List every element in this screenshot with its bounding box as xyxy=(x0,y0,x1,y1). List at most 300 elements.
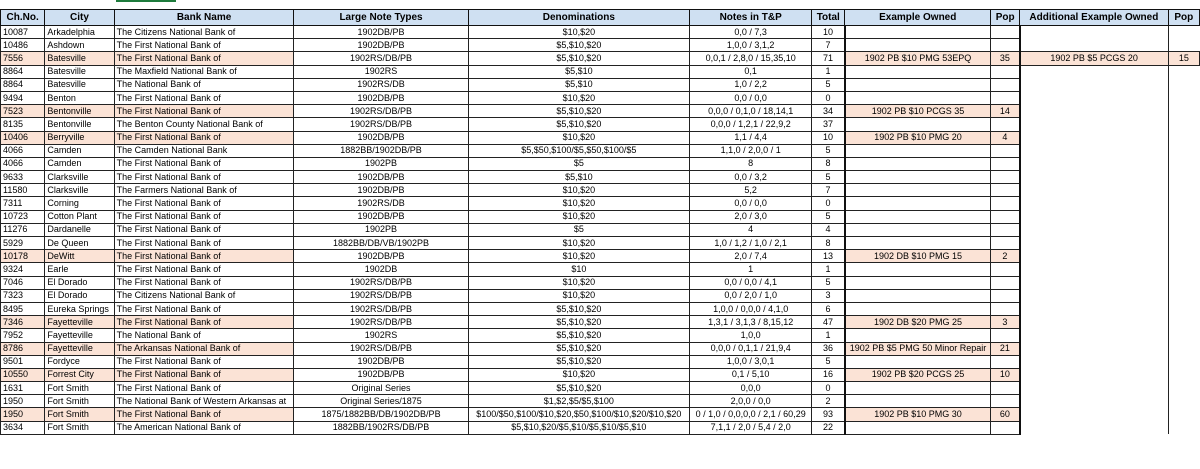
cell-types[interactable]: 1902DB/PB xyxy=(294,131,468,144)
cell-types[interactable]: 1902RS/DB/PB xyxy=(294,105,468,118)
cell-add-pop[interactable] xyxy=(1168,26,1199,39)
cell-pop[interactable]: 10 xyxy=(991,368,1020,381)
cell-types[interactable]: 1902DB/PB xyxy=(294,368,468,381)
cell-total[interactable]: 0 xyxy=(812,91,845,104)
cell-denoms[interactable]: $5,$10,$20 xyxy=(468,52,689,65)
cell-total[interactable]: 37 xyxy=(812,118,845,131)
cell-example[interactable]: 1902 PB $5 PMG 50 Minor Repair xyxy=(845,342,991,355)
cell-chno[interactable]: 11276 xyxy=(1,223,45,236)
cell-city[interactable]: Bentonville xyxy=(45,118,114,131)
cell-add-pop[interactable] xyxy=(1168,263,1199,276)
cell-chno[interactable]: 7323 xyxy=(1,289,45,302)
cell-chno[interactable]: 7311 xyxy=(1,197,45,210)
cell-bank[interactable]: The First National Bank of xyxy=(114,131,294,144)
cell-pop[interactable]: 2 xyxy=(991,250,1020,263)
cell-add-example[interactable] xyxy=(1020,237,1169,250)
cell-types[interactable]: 1902DB/PB xyxy=(294,210,468,223)
cell-add-pop[interactable] xyxy=(1168,91,1199,104)
cell-bank[interactable]: The First National Bank of xyxy=(114,52,294,65)
col-header-city[interactable]: City xyxy=(45,10,114,26)
cell-city[interactable]: El Dorado xyxy=(45,289,114,302)
cell-city[interactable]: Camden xyxy=(45,157,114,170)
cell-city[interactable]: Eureka Springs xyxy=(45,302,114,315)
cell-add-example[interactable] xyxy=(1020,395,1169,408)
cell-pop[interactable] xyxy=(991,289,1020,302)
cell-notes[interactable]: 0,0 / 0,0 / 4,1 xyxy=(690,276,812,289)
cell-denoms[interactable]: $10,$20 xyxy=(468,237,689,250)
cell-add-example[interactable] xyxy=(1020,302,1169,315)
cell-example[interactable] xyxy=(845,302,991,315)
cell-types[interactable]: 1902DB/PB xyxy=(294,171,468,184)
cell-notes[interactable]: 8 xyxy=(690,157,812,170)
cell-denoms[interactable]: $10,$20 xyxy=(468,368,689,381)
cell-denoms[interactable]: $5,$10 xyxy=(468,65,689,78)
cell-add-example[interactable] xyxy=(1020,316,1169,329)
cell-pop[interactable] xyxy=(991,171,1020,184)
cell-bank[interactable]: The Maxfield National Bank of xyxy=(114,65,294,78)
cell-bank[interactable]: The First National Bank of xyxy=(114,276,294,289)
cell-total[interactable]: 5 xyxy=(812,171,845,184)
cell-city[interactable]: Camden xyxy=(45,144,114,157)
cell-add-example[interactable] xyxy=(1020,223,1169,236)
cell-chno[interactable]: 8135 xyxy=(1,118,45,131)
cell-notes[interactable]: 0,0 / 0,0 xyxy=(690,91,812,104)
cell-denoms[interactable]: $5,$10,$20 xyxy=(468,382,689,395)
cell-notes[interactable]: 1,0,0 / 3,1,2 xyxy=(690,39,812,52)
cell-city[interactable]: DeWitt xyxy=(45,250,114,263)
cell-example[interactable] xyxy=(845,184,991,197)
cell-add-pop[interactable] xyxy=(1168,408,1199,421)
cell-total[interactable]: 1 xyxy=(812,65,845,78)
cell-example[interactable] xyxy=(845,26,991,39)
cell-total[interactable]: 5 xyxy=(812,355,845,368)
cell-example[interactable] xyxy=(845,171,991,184)
cell-notes[interactable]: 0,0,1 / 2,8,0 / 15,35,10 xyxy=(690,52,812,65)
cell-pop[interactable] xyxy=(991,26,1020,39)
cell-example[interactable] xyxy=(845,355,991,368)
cell-add-pop[interactable] xyxy=(1168,197,1199,210)
cell-add-example[interactable] xyxy=(1020,131,1169,144)
cell-bank[interactable]: The National Bank of Western Arkansas at xyxy=(114,395,294,408)
cell-chno[interactable]: 7346 xyxy=(1,316,45,329)
cell-notes[interactable]: 1,1,0 / 2,0,0 / 1 xyxy=(690,144,812,157)
cell-total[interactable]: 16 xyxy=(812,368,845,381)
col-header-denoms[interactable]: Denominations xyxy=(468,10,689,26)
cell-add-example[interactable] xyxy=(1020,368,1169,381)
cell-example[interactable] xyxy=(845,237,991,250)
cell-total[interactable]: 36 xyxy=(812,342,845,355)
cell-pop[interactable]: 35 xyxy=(991,52,1020,65)
cell-chno[interactable]: 10406 xyxy=(1,131,45,144)
cell-add-example[interactable] xyxy=(1020,39,1169,52)
cell-chno[interactable]: 4066 xyxy=(1,157,45,170)
cell-add-pop[interactable] xyxy=(1168,105,1199,118)
cell-city[interactable]: Fort Smith xyxy=(45,408,114,421)
cell-add-pop[interactable] xyxy=(1168,131,1199,144)
cell-city[interactable]: Bentonville xyxy=(45,105,114,118)
cell-add-pop[interactable] xyxy=(1168,302,1199,315)
cell-denoms[interactable]: $5,$50,$100/$5,$50,$100/$5 xyxy=(468,144,689,157)
cell-bank[interactable]: The First National Bank of xyxy=(114,39,294,52)
cell-types[interactable]: 1902RS/DB/PB xyxy=(294,342,468,355)
cell-total[interactable]: 3 xyxy=(812,289,845,302)
cell-pop[interactable] xyxy=(991,223,1020,236)
cell-notes[interactable]: 0,0,0 / 1,2,1 / 22,9,2 xyxy=(690,118,812,131)
cell-add-example[interactable] xyxy=(1020,250,1169,263)
cell-chno[interactable]: 1950 xyxy=(1,408,45,421)
cell-denoms[interactable]: $5,$10,$20 xyxy=(468,302,689,315)
cell-add-pop[interactable] xyxy=(1168,210,1199,223)
cell-add-pop[interactable] xyxy=(1168,157,1199,170)
cell-add-pop[interactable] xyxy=(1168,250,1199,263)
cell-add-example[interactable] xyxy=(1020,65,1169,78)
cell-types[interactable]: 1882BB/1902DB/PB xyxy=(294,144,468,157)
cell-add-pop[interactable] xyxy=(1168,355,1199,368)
cell-pop[interactable] xyxy=(991,395,1020,408)
cell-chno[interactable]: 7046 xyxy=(1,276,45,289)
cell-types[interactable]: 1902RS/DB xyxy=(294,78,468,91)
cell-notes[interactable]: 0,1 xyxy=(690,65,812,78)
cell-denoms[interactable]: $10,$20 xyxy=(468,184,689,197)
cell-city[interactable]: Benton xyxy=(45,91,114,104)
cell-chno[interactable]: 8495 xyxy=(1,302,45,315)
cell-city[interactable]: Fayetteville xyxy=(45,342,114,355)
cell-city[interactable]: Fayetteville xyxy=(45,316,114,329)
cell-notes[interactable]: 1,1 / 4,4 xyxy=(690,131,812,144)
cell-chno[interactable]: 10550 xyxy=(1,368,45,381)
cell-pop[interactable] xyxy=(991,157,1020,170)
col-header-types[interactable]: Large Note Types xyxy=(294,10,468,26)
cell-chno[interactable]: 8786 xyxy=(1,342,45,355)
cell-example[interactable] xyxy=(845,210,991,223)
cell-denoms[interactable]: $10,$20 xyxy=(468,91,689,104)
cell-total[interactable]: 0 xyxy=(812,382,845,395)
cell-bank[interactable]: The First National Bank of xyxy=(114,302,294,315)
cell-add-pop[interactable] xyxy=(1168,276,1199,289)
cell-example[interactable] xyxy=(845,289,991,302)
cell-city[interactable]: Batesville xyxy=(45,78,114,91)
cell-example[interactable] xyxy=(845,382,991,395)
cell-types[interactable]: 1902DB/PB xyxy=(294,91,468,104)
cell-pop[interactable]: 14 xyxy=(991,105,1020,118)
cell-types[interactable]: 1902PB xyxy=(294,157,468,170)
cell-example[interactable] xyxy=(845,39,991,52)
cell-bank[interactable]: The Camden National Bank xyxy=(114,144,294,157)
cell-chno[interactable]: 1631 xyxy=(1,382,45,395)
cell-notes[interactable]: 7,1,1 / 2,0 / 5,4 / 2,0 xyxy=(690,421,812,434)
cell-bank[interactable]: The First National Bank of xyxy=(114,237,294,250)
cell-bank[interactable]: The First National Bank of xyxy=(114,197,294,210)
col-header-notes[interactable]: Notes in T&P xyxy=(690,10,812,26)
cell-chno[interactable]: 1950 xyxy=(1,395,45,408)
cell-add-pop[interactable] xyxy=(1168,118,1199,131)
cell-example[interactable] xyxy=(845,395,991,408)
cell-city[interactable]: Fort Smith xyxy=(45,421,114,434)
cell-notes[interactable]: 0,0,0 xyxy=(690,382,812,395)
cell-total[interactable]: 10 xyxy=(812,26,845,39)
cell-add-pop[interactable] xyxy=(1168,289,1199,302)
cell-notes[interactable]: 0,0,0 / 0,1,1 / 21,9,4 xyxy=(690,342,812,355)
cell-notes[interactable]: 0,0 / 0,0 xyxy=(690,197,812,210)
cell-city[interactable]: Clarksville xyxy=(45,171,114,184)
cell-add-pop[interactable] xyxy=(1168,184,1199,197)
cell-bank[interactable]: The National Bank of xyxy=(114,78,294,91)
cell-notes[interactable]: 4 xyxy=(690,223,812,236)
cell-denoms[interactable]: $5,$10 xyxy=(468,78,689,91)
cell-example[interactable] xyxy=(845,276,991,289)
cell-pop[interactable] xyxy=(991,302,1020,315)
cell-city[interactable]: Ashdown xyxy=(45,39,114,52)
cell-notes[interactable]: 2,0 / 3,0 xyxy=(690,210,812,223)
cell-add-example[interactable] xyxy=(1020,78,1169,91)
cell-add-pop[interactable] xyxy=(1168,368,1199,381)
cell-denoms[interactable]: $5 xyxy=(468,223,689,236)
cell-example[interactable] xyxy=(845,263,991,276)
cell-add-example[interactable] xyxy=(1020,197,1169,210)
cell-total[interactable]: 5 xyxy=(812,144,845,157)
cell-notes[interactable]: 1,0 / 1,2 / 1,0 / 2,1 xyxy=(690,237,812,250)
cell-city[interactable]: Clarksville xyxy=(45,184,114,197)
cell-total[interactable]: 0 xyxy=(812,197,845,210)
cell-pop[interactable] xyxy=(991,184,1020,197)
cell-add-example[interactable] xyxy=(1020,118,1169,131)
cell-total[interactable]: 10 xyxy=(812,131,845,144)
cell-add-pop[interactable] xyxy=(1168,329,1199,342)
cell-bank[interactable]: The First National Bank of xyxy=(114,171,294,184)
cell-city[interactable]: Batesville xyxy=(45,52,114,65)
cell-types[interactable]: 1902RS/DB/PB xyxy=(294,52,468,65)
cell-types[interactable]: 1902RS/DB/PB xyxy=(294,118,468,131)
cell-chno[interactable]: 5929 xyxy=(1,237,45,250)
cell-chno[interactable]: 8864 xyxy=(1,65,45,78)
cell-pop[interactable]: 21 xyxy=(991,342,1020,355)
cell-notes[interactable]: 0,1 / 5,10 xyxy=(690,368,812,381)
cell-types[interactable]: Original Series xyxy=(294,382,468,395)
cell-pop[interactable] xyxy=(991,421,1020,434)
cell-denoms[interactable]: $10,$20 xyxy=(468,26,689,39)
cell-pop[interactable] xyxy=(991,382,1020,395)
cell-example[interactable] xyxy=(845,421,991,434)
cell-chno[interactable]: 10178 xyxy=(1,250,45,263)
cell-add-pop[interactable] xyxy=(1168,171,1199,184)
cell-example[interactable]: 1902 DB $10 PMG 15 xyxy=(845,250,991,263)
cell-denoms[interactable]: $10,$20 xyxy=(468,131,689,144)
cell-total[interactable]: 7 xyxy=(812,184,845,197)
col-header-example[interactable]: Example Owned xyxy=(845,10,991,26)
cell-total[interactable]: 5 xyxy=(812,276,845,289)
cell-pop[interactable]: 60 xyxy=(991,408,1020,421)
cell-example[interactable] xyxy=(845,118,991,131)
cell-pop[interactable] xyxy=(991,329,1020,342)
cell-notes[interactable]: 0,0 / 2,0 / 1,0 xyxy=(690,289,812,302)
col-header-add-pop[interactable]: Pop xyxy=(1168,10,1199,26)
cell-pop[interactable] xyxy=(991,355,1020,368)
cell-pop[interactable] xyxy=(991,197,1020,210)
cell-denoms[interactable]: $5,$10,$20 xyxy=(468,39,689,52)
cell-notes[interactable]: 0,0,0 / 0,1,0 / 18,14,1 xyxy=(690,105,812,118)
cell-pop[interactable] xyxy=(991,65,1020,78)
cell-add-pop[interactable]: 15 xyxy=(1168,52,1199,65)
cell-total[interactable]: 34 xyxy=(812,105,845,118)
cell-add-pop[interactable] xyxy=(1168,421,1199,434)
cell-types[interactable]: 1902DB/PB xyxy=(294,184,468,197)
cell-denoms[interactable]: $1,$2,$5/$5,$100 xyxy=(468,395,689,408)
cell-add-example[interactable] xyxy=(1020,382,1169,395)
cell-notes[interactable]: 1 xyxy=(690,263,812,276)
cell-chno[interactable]: 9324 xyxy=(1,263,45,276)
cell-city[interactable]: Berryville xyxy=(45,131,114,144)
cell-chno[interactable]: 10486 xyxy=(1,39,45,52)
cell-add-example[interactable] xyxy=(1020,355,1169,368)
cell-example[interactable] xyxy=(845,144,991,157)
col-header-add-example[interactable]: Additional Example Owned xyxy=(1020,10,1169,26)
cell-chno[interactable]: 3634 xyxy=(1,421,45,434)
cell-bank[interactable]: The Farmers National Bank of xyxy=(114,184,294,197)
cell-bank[interactable]: The First National Bank of xyxy=(114,355,294,368)
cell-city[interactable]: Arkadelphia xyxy=(45,26,114,39)
cell-notes[interactable]: 2,0 / 7,4 xyxy=(690,250,812,263)
cell-bank[interactable]: The First National Bank of xyxy=(114,157,294,170)
cell-example[interactable] xyxy=(845,223,991,236)
cell-example[interactable] xyxy=(845,91,991,104)
cell-notes[interactable]: 5,2 xyxy=(690,184,812,197)
cell-chno[interactable]: 9494 xyxy=(1,91,45,104)
cell-add-pop[interactable] xyxy=(1168,144,1199,157)
cell-notes[interactable]: 0 / 1,0 / 0,0,0,0 / 2,1 / 60,29 xyxy=(690,408,812,421)
cell-add-pop[interactable] xyxy=(1168,237,1199,250)
cell-total[interactable]: 47 xyxy=(812,316,845,329)
cell-bank[interactable]: The First National Bank of xyxy=(114,408,294,421)
cell-example[interactable]: 1902 PB $10 PMG 30 xyxy=(845,408,991,421)
cell-pop[interactable] xyxy=(991,91,1020,104)
cell-pop[interactable]: 3 xyxy=(991,316,1020,329)
cell-example[interactable] xyxy=(845,157,991,170)
cell-total[interactable]: 8 xyxy=(812,157,845,170)
cell-pop[interactable] xyxy=(991,144,1020,157)
cell-denoms[interactable]: $5 xyxy=(468,157,689,170)
cell-total[interactable]: 22 xyxy=(812,421,845,434)
cell-notes[interactable]: 1,0,0 xyxy=(690,329,812,342)
cell-notes[interactable]: 2,0,0 / 0,0 xyxy=(690,395,812,408)
cell-types[interactable]: 1902PB xyxy=(294,223,468,236)
cell-add-pop[interactable] xyxy=(1168,316,1199,329)
cell-denoms[interactable]: $10 xyxy=(468,263,689,276)
cell-city[interactable]: Dardanelle xyxy=(45,223,114,236)
cell-denoms[interactable]: $10,$20 xyxy=(468,210,689,223)
cell-chno[interactable]: 10087 xyxy=(1,26,45,39)
cell-types[interactable]: 1902DB/PB xyxy=(294,26,468,39)
cell-pop[interactable]: 4 xyxy=(991,131,1020,144)
cell-total[interactable]: 93 xyxy=(812,408,845,421)
cell-add-example[interactable] xyxy=(1020,263,1169,276)
cell-total[interactable]: 1 xyxy=(812,329,845,342)
cell-types[interactable]: 1902RS xyxy=(294,65,468,78)
cell-chno[interactable]: 4066 xyxy=(1,144,45,157)
cell-pop[interactable] xyxy=(991,263,1020,276)
cell-types[interactable]: 1902DB xyxy=(294,263,468,276)
cell-bank[interactable]: The American National Bank of xyxy=(114,421,294,434)
cell-notes[interactable]: 1,0 / 2,2 xyxy=(690,78,812,91)
cell-example[interactable] xyxy=(845,197,991,210)
col-header-total[interactable]: Total xyxy=(812,10,845,26)
col-header-chno[interactable]: Ch.No. xyxy=(1,10,45,26)
cell-city[interactable]: Batesville xyxy=(45,65,114,78)
cell-types[interactable]: 1902DB/PB xyxy=(294,355,468,368)
cell-add-example[interactable] xyxy=(1020,408,1169,421)
cell-add-pop[interactable] xyxy=(1168,39,1199,52)
col-header-pop[interactable]: Pop xyxy=(991,10,1020,26)
cell-denoms[interactable]: $5,$10,$20/$5,$10/$5,$10/$5,$10 xyxy=(468,421,689,434)
cell-pop[interactable] xyxy=(991,78,1020,91)
cell-notes[interactable]: 1,0,0 / 3,0,1 xyxy=(690,355,812,368)
cell-total[interactable]: 13 xyxy=(812,250,845,263)
cell-bank[interactable]: The Benton County National Bank of xyxy=(114,118,294,131)
cell-bank[interactable]: The First National Bank of xyxy=(114,210,294,223)
cell-types[interactable]: 1902RS/DB/PB xyxy=(294,316,468,329)
col-header-bank[interactable]: Bank Name xyxy=(114,10,294,26)
cell-denoms[interactable]: $5,$10,$20 xyxy=(468,329,689,342)
cell-add-example[interactable] xyxy=(1020,276,1169,289)
cell-denoms[interactable]: $5,$10 xyxy=(468,171,689,184)
cell-types[interactable]: 1902RS/DB/PB xyxy=(294,276,468,289)
cell-example[interactable]: 1902 DB $20 PMG 25 xyxy=(845,316,991,329)
cell-types[interactable]: 1902DB/PB xyxy=(294,250,468,263)
cell-city[interactable]: Corning xyxy=(45,197,114,210)
cell-notes[interactable]: 1,3,1 / 3,1,3 / 8,15,12 xyxy=(690,316,812,329)
cell-denoms[interactable]: $10,$20 xyxy=(468,250,689,263)
cell-add-example[interactable]: 1902 PB $5 PCGS 20 xyxy=(1020,52,1169,65)
cell-total[interactable]: 8 xyxy=(812,237,845,250)
cell-chno[interactable]: 7556 xyxy=(1,52,45,65)
cell-chno[interactable]: 7952 xyxy=(1,329,45,342)
cell-chno[interactable]: 8864 xyxy=(1,78,45,91)
cell-bank[interactable]: The National Bank of xyxy=(114,329,294,342)
cell-city[interactable]: Fayetteville xyxy=(45,329,114,342)
cell-bank[interactable]: The Citizens National Bank of xyxy=(114,26,294,39)
cell-denoms[interactable]: $5,$10,$20 xyxy=(468,355,689,368)
cell-bank[interactable]: The First National Bank of xyxy=(114,91,294,104)
cell-add-example[interactable] xyxy=(1020,91,1169,104)
cell-city[interactable]: Fort Smith xyxy=(45,382,114,395)
cell-total[interactable]: 6 xyxy=(812,302,845,315)
cell-city[interactable]: Fordyce xyxy=(45,355,114,368)
cell-add-pop[interactable] xyxy=(1168,382,1199,395)
cell-add-example[interactable] xyxy=(1020,289,1169,302)
cell-example[interactable] xyxy=(845,78,991,91)
cell-types[interactable]: 1902RS xyxy=(294,329,468,342)
cell-bank[interactable]: The Citizens National Bank of xyxy=(114,289,294,302)
cell-bank[interactable]: The First National Bank of xyxy=(114,316,294,329)
cell-types[interactable]: 1875/1882BB/DB/1902DB/PB xyxy=(294,408,468,421)
cell-total[interactable]: 1 xyxy=(812,263,845,276)
cell-city[interactable]: Fort Smith xyxy=(45,395,114,408)
cell-types[interactable]: 1902RS/DB/PB xyxy=(294,302,468,315)
cell-total[interactable]: 7 xyxy=(812,39,845,52)
cell-total[interactable]: 5 xyxy=(812,78,845,91)
cell-chno[interactable]: 9633 xyxy=(1,171,45,184)
cell-city[interactable]: Cotton Plant xyxy=(45,210,114,223)
cell-pop[interactable] xyxy=(991,237,1020,250)
cell-denoms[interactable]: $10,$20 xyxy=(468,276,689,289)
cell-example[interactable]: 1902 PB $10 PMG 53EPQ xyxy=(845,52,991,65)
cell-add-example[interactable] xyxy=(1020,329,1169,342)
cell-pop[interactable] xyxy=(991,118,1020,131)
cell-add-example[interactable] xyxy=(1020,342,1169,355)
cell-total[interactable]: 4 xyxy=(812,223,845,236)
cell-bank[interactable]: The First National Bank of xyxy=(114,223,294,236)
cell-bank[interactable]: The Arkansas National Bank of xyxy=(114,342,294,355)
cell-pop[interactable] xyxy=(991,39,1020,52)
